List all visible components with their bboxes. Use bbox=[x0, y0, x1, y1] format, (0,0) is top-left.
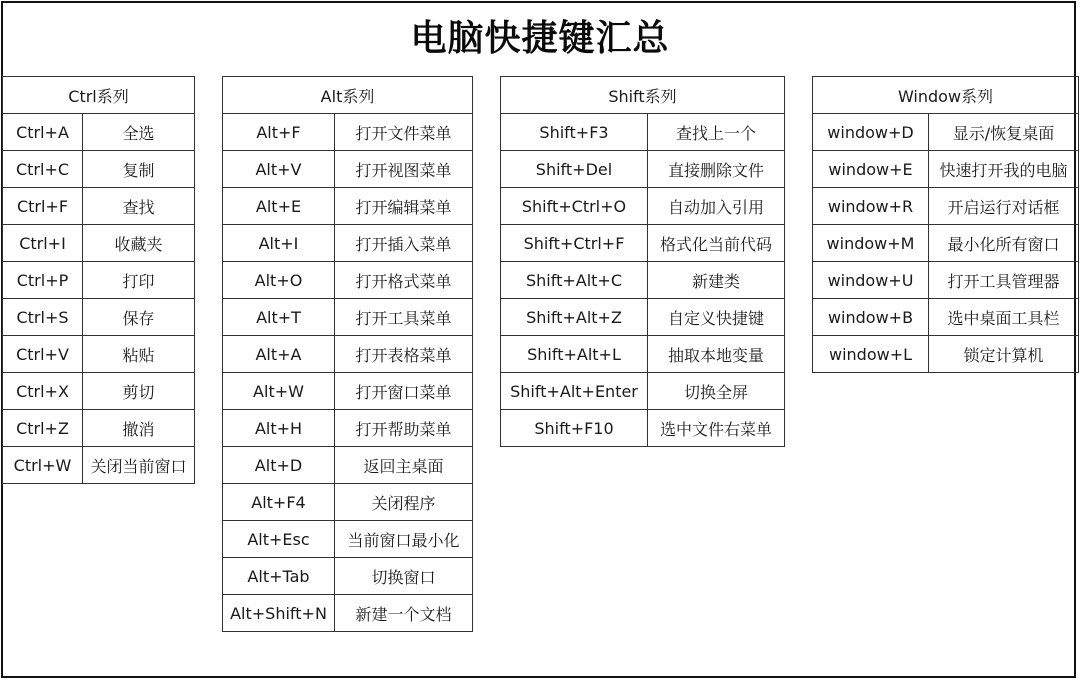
shortcut-description: 当前窗口最小化 bbox=[335, 521, 473, 558]
table-row bbox=[501, 410, 785, 447]
shortcut-description: 打印 bbox=[83, 262, 195, 299]
table-row bbox=[223, 299, 473, 336]
table-row bbox=[813, 336, 1079, 373]
shortcut-key: Alt+Shift+N bbox=[223, 595, 335, 632]
shortcut-key: Alt+Esc bbox=[223, 521, 335, 558]
shortcut-key: Alt+T bbox=[223, 299, 335, 336]
table-row bbox=[501, 262, 785, 299]
shortcut-description: 自定义快捷键 bbox=[648, 299, 785, 336]
shortcut-description: 切换窗口 bbox=[335, 558, 473, 595]
shortcut-key: window+B bbox=[813, 299, 929, 336]
shortcut-key: Alt+Tab bbox=[223, 558, 335, 595]
shortcut-key: Shift+F3 bbox=[501, 114, 648, 151]
table-row bbox=[813, 114, 1079, 151]
shortcut-key: Alt+F bbox=[223, 114, 335, 151]
table-row bbox=[223, 410, 473, 447]
shortcut-key: Ctrl+A bbox=[3, 114, 83, 151]
shortcut-description: 关闭当前窗口 bbox=[83, 447, 195, 484]
table-row bbox=[501, 373, 785, 410]
shortcut-description: 打开工具管理器 bbox=[929, 262, 1079, 299]
table-row bbox=[813, 188, 1079, 225]
table-row bbox=[501, 114, 785, 151]
shortcut-key: Alt+H bbox=[223, 410, 335, 447]
shortcut-description: 快速打开我的电脑 bbox=[929, 151, 1079, 188]
shortcut-key: Shift+Alt+Z bbox=[501, 299, 648, 336]
shortcut-description: 新建类 bbox=[648, 262, 785, 299]
shortcut-description: 查找 bbox=[83, 188, 195, 225]
shortcut-description: 选中桌面工具栏 bbox=[929, 299, 1079, 336]
shortcut-key: Ctrl+V bbox=[3, 336, 83, 373]
shortcut-description: 粘贴 bbox=[83, 336, 195, 373]
shortcut-description: 全选 bbox=[83, 114, 195, 151]
shortcut-description: 抽取本地变量 bbox=[648, 336, 785, 373]
shortcut-key: Ctrl+P bbox=[3, 262, 83, 299]
shortcut-description: 打开视图菜单 bbox=[335, 151, 473, 188]
table-row bbox=[223, 188, 473, 225]
shortcut-key: Ctrl+F bbox=[3, 188, 83, 225]
table-header: Alt系列 bbox=[223, 77, 473, 114]
shortcut-key: Shift+F10 bbox=[501, 410, 648, 447]
shortcut-key: Shift+Alt+C bbox=[501, 262, 648, 299]
table-row bbox=[3, 447, 195, 484]
shortcut-key: Ctrl+I bbox=[3, 225, 83, 262]
table-row bbox=[3, 410, 195, 447]
shortcut-key: Ctrl+X bbox=[3, 373, 83, 410]
table-row bbox=[3, 336, 195, 373]
shortcut-description: 直接删除文件 bbox=[648, 151, 785, 188]
table-row bbox=[223, 151, 473, 188]
shortcut-key: window+R bbox=[813, 188, 929, 225]
table-row bbox=[3, 262, 195, 299]
table-row bbox=[813, 299, 1079, 336]
shortcut-key: window+D bbox=[813, 114, 929, 151]
shortcut-description: 自动加入引用 bbox=[648, 188, 785, 225]
page-title: 电脑快捷键汇总 bbox=[410, 18, 670, 59]
shortcut-key: window+M bbox=[813, 225, 929, 262]
shortcut-description: 开启运行对话框 bbox=[929, 188, 1079, 225]
shortcut-key: Shift+Alt+Enter bbox=[501, 373, 648, 410]
table-row bbox=[223, 558, 473, 595]
shortcut-key: Shift+Del bbox=[501, 151, 648, 188]
table-row bbox=[501, 188, 785, 225]
window-shortcut-table bbox=[812, 76, 1079, 373]
shortcut-description: 打开帮助菜单 bbox=[335, 410, 473, 447]
table-header: Ctrl系列 bbox=[3, 77, 195, 114]
shortcut-key: Alt+O bbox=[223, 262, 335, 299]
shortcut-key: Alt+F4 bbox=[223, 484, 335, 521]
shortcut-description: 返回主桌面 bbox=[335, 447, 473, 484]
shortcut-key: Shift+Ctrl+O bbox=[501, 188, 648, 225]
shortcut-key: Shift+Alt+L bbox=[501, 336, 648, 373]
shortcut-description: 撤消 bbox=[83, 410, 195, 447]
shortcut-description: 打开表格菜单 bbox=[335, 336, 473, 373]
table-row bbox=[3, 373, 195, 410]
table-row bbox=[813, 262, 1079, 299]
table-row bbox=[813, 225, 1079, 262]
table-row bbox=[501, 225, 785, 262]
shortcut-description: 新建一个文档 bbox=[335, 595, 473, 632]
shortcut-key: window+L bbox=[813, 336, 929, 373]
shortcut-description: 保存 bbox=[83, 299, 195, 336]
shortcut-description: 打开编辑菜单 bbox=[335, 188, 473, 225]
shift-shortcut-table bbox=[500, 76, 785, 447]
shortcut-key: Alt+W bbox=[223, 373, 335, 410]
table-row bbox=[3, 114, 195, 151]
shortcut-description: 查找上一个 bbox=[648, 114, 785, 151]
table-row bbox=[223, 336, 473, 373]
shortcut-key: Alt+A bbox=[223, 336, 335, 373]
table-row bbox=[223, 447, 473, 484]
shortcut-key: window+U bbox=[813, 262, 929, 299]
shortcut-description: 收藏夹 bbox=[83, 225, 195, 262]
table-row bbox=[223, 262, 473, 299]
shortcut-key: Alt+D bbox=[223, 447, 335, 484]
alt-shortcut-table bbox=[222, 76, 473, 632]
shortcut-key: Alt+V bbox=[223, 151, 335, 188]
shortcut-description: 关闭程序 bbox=[335, 484, 473, 521]
shortcut-key: Ctrl+S bbox=[3, 299, 83, 336]
shortcut-description: 切换全屏 bbox=[648, 373, 785, 410]
table-row bbox=[223, 521, 473, 558]
shortcut-key: Ctrl+C bbox=[3, 151, 83, 188]
shortcut-description: 剪切 bbox=[83, 373, 195, 410]
table-row bbox=[501, 151, 785, 188]
shortcut-description: 打开工具菜单 bbox=[335, 299, 473, 336]
shortcut-description: 锁定计算机 bbox=[929, 336, 1079, 373]
table-row bbox=[501, 299, 785, 336]
table-row bbox=[223, 114, 473, 151]
shortcut-key: window+E bbox=[813, 151, 929, 188]
shortcut-description: 打开插入菜单 bbox=[335, 225, 473, 262]
shortcut-key: Ctrl+Z bbox=[3, 410, 83, 447]
table-row bbox=[3, 299, 195, 336]
table-row bbox=[3, 188, 195, 225]
shortcut-description: 打开窗口菜单 bbox=[335, 373, 473, 410]
shortcut-description: 显示/恢复桌面 bbox=[929, 114, 1079, 151]
shortcut-key: Ctrl+W bbox=[3, 447, 83, 484]
table-row bbox=[223, 225, 473, 262]
shortcut-key: Alt+I bbox=[223, 225, 335, 262]
shortcut-key: Alt+E bbox=[223, 188, 335, 225]
shortcut-description: 复制 bbox=[83, 151, 195, 188]
table-row bbox=[3, 151, 195, 188]
table-header: Shift系列 bbox=[501, 77, 785, 114]
shortcut-description: 最小化所有窗口 bbox=[929, 225, 1079, 262]
table-row bbox=[223, 484, 473, 521]
ctrl-shortcut-table bbox=[2, 76, 195, 484]
table-row bbox=[223, 373, 473, 410]
shortcut-key: Shift+Ctrl+F bbox=[501, 225, 648, 262]
table-header: Window系列 bbox=[813, 77, 1079, 114]
shortcut-description: 打开格式菜单 bbox=[335, 262, 473, 299]
table-row bbox=[813, 151, 1079, 188]
table-row bbox=[223, 595, 473, 632]
table-row bbox=[501, 336, 785, 373]
table-row bbox=[3, 225, 195, 262]
shortcut-description: 选中文件右菜单 bbox=[648, 410, 785, 447]
shortcut-description: 格式化当前代码 bbox=[648, 225, 785, 262]
shortcut-description: 打开文件菜单 bbox=[335, 114, 473, 151]
